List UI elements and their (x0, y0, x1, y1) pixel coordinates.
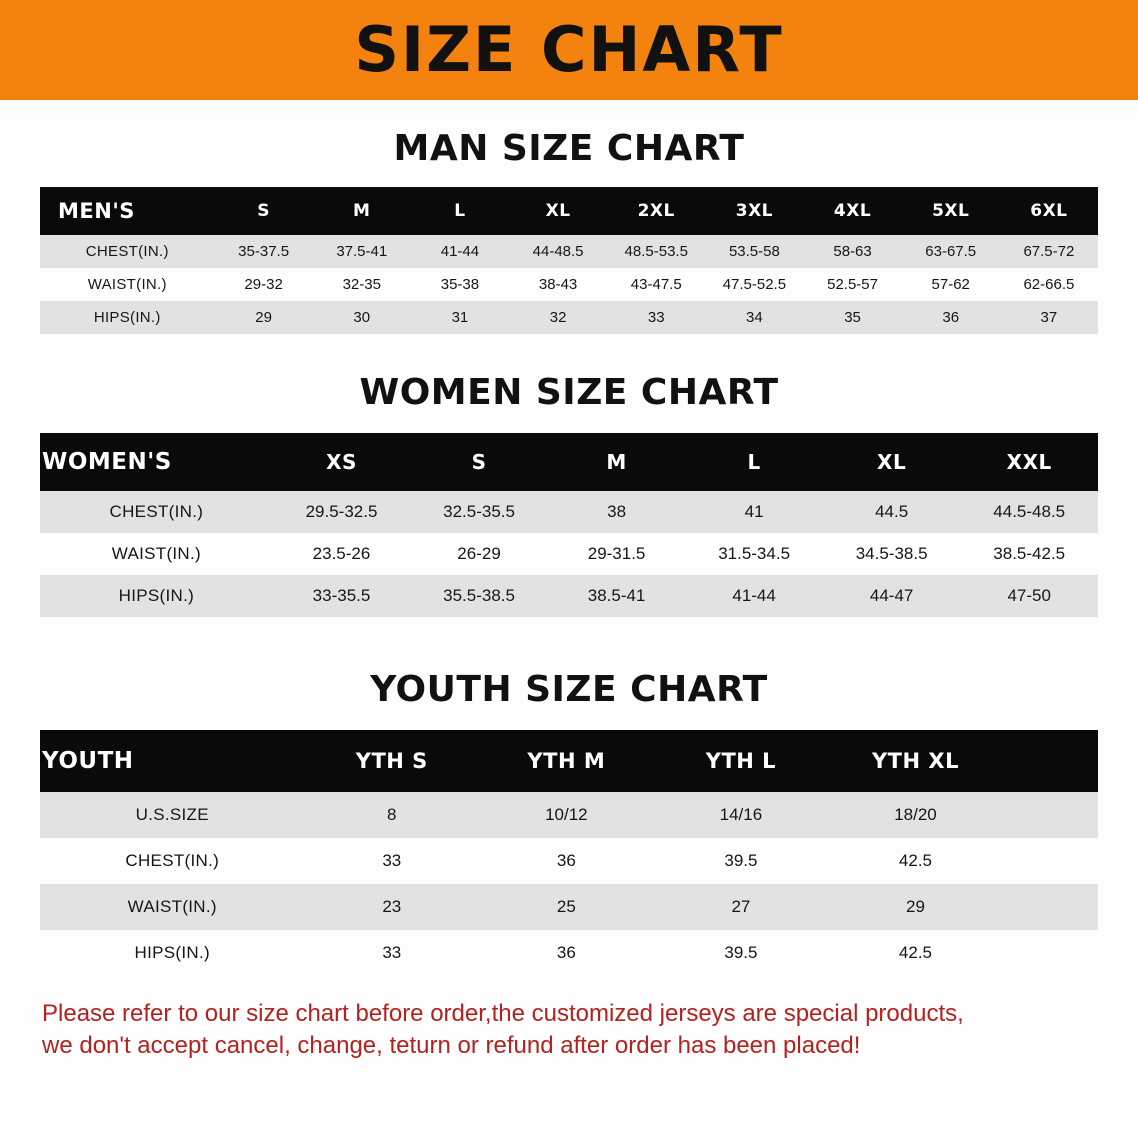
man-table-body (40, 235, 1098, 334)
man-row-label-1: WAIST(IN.) (40, 268, 215, 301)
youth-cell-0-0: 8 (305, 792, 480, 838)
man-size-col-8: 6XL (1000, 187, 1098, 235)
women-cell-0-5: 44.5-48.5 (960, 491, 1098, 533)
man-cell-1-6: 52.5-57 (803, 268, 901, 301)
man-cell-0-3: 44-48.5 (509, 235, 607, 268)
youth-cell-2-pad (1003, 884, 1098, 930)
man-row-header: MEN'S (40, 187, 215, 235)
youth-cell-1-2: 39.5 (654, 838, 829, 884)
man-cell-0-6: 58-63 (803, 235, 901, 268)
women-cell-2-5: 47-50 (960, 575, 1098, 617)
table-row (40, 268, 1098, 301)
women-cell-1-0: 23.5-26 (273, 533, 411, 575)
man-cell-1-3: 38-43 (509, 268, 607, 301)
youth-cell-3-2: 39.5 (654, 930, 829, 976)
man-cell-0-0: 35-37.5 (215, 235, 313, 268)
man-size-col-7: 5XL (902, 187, 1000, 235)
women-cell-0-2: 38 (548, 491, 686, 533)
youth-cell-0-1: 10/12 (479, 792, 654, 838)
table-header-row (40, 433, 1098, 491)
policy-note-line-2: we don't accept cancel, change, teturn or refund after order has been placed! (42, 1032, 861, 1060)
table-row (40, 792, 1098, 838)
man-size-col-5: 3XL (705, 187, 803, 235)
women-size-col-0: XS (273, 433, 411, 491)
man-table-wrap (0, 187, 1138, 334)
women-size-col-5: XXL (960, 433, 1098, 491)
women-cell-0-3: 41 (685, 491, 823, 533)
youth-size-col-empty (1003, 730, 1098, 792)
women-cell-0-1: 32.5-35.5 (410, 491, 548, 533)
table-header-row (40, 187, 1098, 235)
youth-table-wrap (0, 730, 1138, 976)
youth-cell-0-2: 14/16 (654, 792, 829, 838)
man-cell-1-5: 47.5-52.5 (705, 268, 803, 301)
women-size-col-4: XL (823, 433, 961, 491)
man-cell-2-6: 35 (803, 301, 901, 334)
women-size-col-1: S (410, 433, 548, 491)
women-row-header: WOMEN'S (40, 433, 273, 491)
youth-cell-3-3: 42.5 (828, 930, 1003, 976)
youth-cell-3-0: 33 (305, 930, 480, 976)
women-cell-1-1: 26-29 (410, 533, 548, 575)
man-cell-0-2: 41-44 (411, 235, 509, 268)
man-cell-0-1: 37.5-41 (313, 235, 411, 268)
man-cell-1-2: 35-38 (411, 268, 509, 301)
youth-size-table (40, 730, 1098, 976)
man-cell-2-7: 36 (902, 301, 1000, 334)
table-row (40, 491, 1098, 533)
man-cell-1-8: 62-66.5 (1000, 268, 1098, 301)
women-row-label-2: HIPS(IN.) (40, 575, 273, 617)
table-row (40, 533, 1098, 575)
women-table-header (40, 433, 1098, 491)
man-cell-0-4: 48.5-53.5 (607, 235, 705, 268)
youth-cell-0-3: 18/20 (828, 792, 1003, 838)
women-cell-1-5: 38.5-42.5 (960, 533, 1098, 575)
man-cell-2-3: 32 (509, 301, 607, 334)
youth-size-col-2: YTH L (654, 730, 829, 792)
youth-cell-3-1: 36 (479, 930, 654, 976)
man-size-col-1: M (313, 187, 411, 235)
women-cell-2-3: 41-44 (685, 575, 823, 617)
man-cell-1-0: 29-32 (215, 268, 313, 301)
man-size-col-4: 2XL (607, 187, 705, 235)
youth-row-label-1: CHEST(IN.) (40, 838, 305, 884)
women-cell-1-3: 31.5-34.5 (685, 533, 823, 575)
women-cell-2-2: 38.5-41 (548, 575, 686, 617)
man-size-col-3: XL (509, 187, 607, 235)
women-size-col-2: M (548, 433, 686, 491)
women-section-title: WOMEN SIZE CHART (359, 372, 779, 413)
women-row-label-1: WAIST(IN.) (40, 533, 273, 575)
banner (0, 0, 1138, 100)
table-row (40, 930, 1098, 976)
table-row (40, 235, 1098, 268)
women-table-wrap (0, 433, 1138, 617)
women-cell-2-0: 33-35.5 (273, 575, 411, 617)
youth-size-col-1: YTH M (479, 730, 654, 792)
man-size-col-0: S (215, 187, 313, 235)
youth-cell-1-3: 42.5 (828, 838, 1003, 884)
man-row-label-2: HIPS(IN.) (40, 301, 215, 334)
policy-note-line-1: Please refer to our size chart before order,the customized jerseys are special products, (42, 1000, 964, 1027)
youth-cell-1-1: 36 (479, 838, 654, 884)
youth-cell-0-pad (1003, 792, 1098, 838)
man-cell-2-8: 37 (1000, 301, 1098, 334)
table-row (40, 838, 1098, 884)
man-row-label-0: CHEST(IN.) (40, 235, 215, 268)
youth-size-col-0: YTH S (305, 730, 480, 792)
youth-row-header: YOUTH (40, 730, 305, 792)
women-cell-1-4: 34.5-38.5 (823, 533, 961, 575)
man-cell-2-4: 33 (607, 301, 705, 334)
youth-cell-2-3: 29 (828, 884, 1003, 930)
man-cell-2-2: 31 (411, 301, 509, 334)
youth-row-label-0: U.S.SIZE (40, 792, 305, 838)
women-cell-1-2: 29-31.5 (548, 533, 686, 575)
man-size-col-2: L (411, 187, 509, 235)
man-cell-1-1: 32-35 (313, 268, 411, 301)
women-cell-0-0: 29.5-32.5 (273, 491, 411, 533)
man-size-table (40, 187, 1098, 334)
women-cell-2-4: 44-47 (823, 575, 961, 617)
youth-section-title: YOUTH SIZE CHART (370, 669, 768, 710)
man-cell-0-5: 53.5-58 (705, 235, 803, 268)
table-row (40, 301, 1098, 334)
man-cell-2-1: 30 (313, 301, 411, 334)
man-cell-1-7: 57-62 (902, 268, 1000, 301)
women-row-label-0: CHEST(IN.) (40, 491, 273, 533)
table-header-row (40, 730, 1098, 792)
youth-cell-2-1: 25 (479, 884, 654, 930)
man-table-header (40, 187, 1098, 235)
youth-cell-1-pad (1003, 838, 1098, 884)
table-row (40, 575, 1098, 617)
man-section-title: MAN SIZE CHART (393, 128, 745, 169)
page-title: SIZE CHART (354, 13, 784, 86)
youth-cell-1-0: 33 (305, 838, 480, 884)
women-cell-2-1: 35.5-38.5 (410, 575, 548, 617)
youth-cell-2-0: 23 (305, 884, 480, 930)
youth-cell-2-2: 27 (654, 884, 829, 930)
youth-table-header (40, 730, 1098, 792)
youth-size-col-3: YTH XL (828, 730, 1003, 792)
policy-note (0, 976, 1138, 1063)
women-table-body (40, 491, 1098, 617)
man-cell-0-8: 67.5-72 (1000, 235, 1098, 268)
table-row (40, 884, 1098, 930)
man-cell-1-4: 43-47.5 (607, 268, 705, 301)
youth-cell-3-pad (1003, 930, 1098, 976)
man-cell-2-0: 29 (215, 301, 313, 334)
women-size-table (40, 433, 1098, 617)
man-cell-0-7: 63-67.5 (902, 235, 1000, 268)
women-size-col-3: L (685, 433, 823, 491)
youth-table-body (40, 792, 1098, 976)
youth-row-label-3: HIPS(IN.) (40, 930, 305, 976)
man-size-col-6: 4XL (803, 187, 901, 235)
youth-row-label-2: WAIST(IN.) (40, 884, 305, 930)
women-cell-0-4: 44.5 (823, 491, 961, 533)
man-cell-2-5: 34 (705, 301, 803, 334)
